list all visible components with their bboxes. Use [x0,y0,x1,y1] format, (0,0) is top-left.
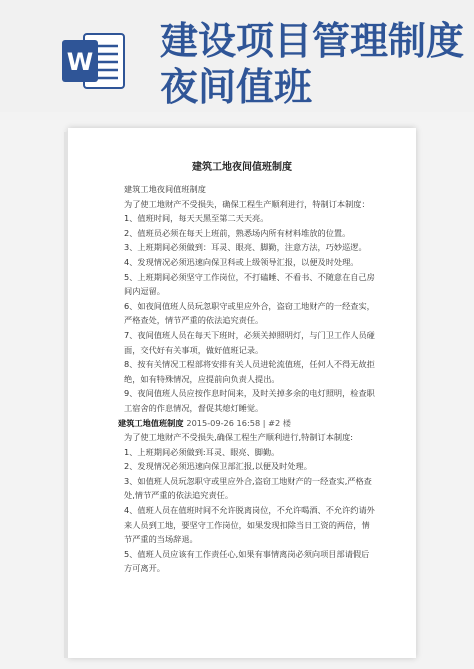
paragraph: 5、上班期间必须坚守工作岗位，不打磕睡、不看书、不随意在自己房间内逗留。 [124,271,375,297]
word-document-icon [62,30,126,92]
paragraph: 1、上班期间必须做到:耳灵、眼亮、脚勤。 [124,446,280,457]
paragraph: 3、上班期间必须做到：耳灵、眼亮、脚勤，注意方法，巧妙巡逻。 [124,242,367,253]
paragraph: 为了使工地财产不受损失,确保工程生产顺利进行,特制订本制度: [124,432,354,443]
paragraph: 9、夜间值班人员应按作息时间来，及时关掉多余的电灯照明，检查职工宿舍的作息情况，督促其熄灯睡觉。 [124,388,375,413]
header-title-line1: 建设项目管理制度 [160,19,465,63]
svg-text:W: W [66,48,94,76]
sub-heading-title: 建筑工地值班制度 [118,417,184,428]
sub-heading-meta: 2015-09-26 16:58 | #2 楼 [186,417,291,428]
paragraph: 8、按有关情况工程部将安排有关人员进轮流值班，任何人不得无故拒绝，如有特殊情况，应提前向负责人提出。 [124,359,375,384]
paragraph: 4、发现情况必须迅速向保卫科或上级领导汇报，以便及时处理。 [124,256,359,267]
paragraph: 5、值班人员应该有工作责任心,如果有事情离岗必须向项目部请假后方可离开。 [124,548,370,574]
document-body [108,182,376,576]
page-fade [68,616,416,658]
document-page [68,128,416,658]
header-banner [0,0,474,112]
paragraph: 4、值班人员在值班时间不允许脱离岗位，不允许喝酒、不允许约请外来人员到工地，要坚守工作岗位，如果发现扣除当日工资的两倍，情节严重的当场辞退。 [124,505,375,545]
paragraph: 2、发现情况必须迅速向保卫部汇报,以便及时处理。 [124,461,312,472]
sub-heading [108,416,376,431]
paragraph: 3、如值班人员玩忽职守或里应外合,盗窃工地财产的一经查实,严格查处,情节严重的依法追究责任。 [124,475,372,501]
document-title: 建筑工地夜间值班制度 [192,162,292,173]
header-title [160,18,464,110]
paragraph: 7、夜间值班人员在每天下班时，必须关掉照明灯，与门卫工作人员碰面，交代好有关事项，做好值班记录。 [124,329,375,355]
paragraph: 建筑工地夜间值班制度 [124,184,206,194]
paragraph: 为了使工地财产不受损失，确保工程生产顺利进行，特制订本制度： [124,198,370,209]
header-title-line2: 夜间值班 [160,65,313,109]
paragraph: 1、值班时间，每天天黑至第二天天亮。 [124,213,269,224]
paragraph: 6、如夜间值班人员玩忽职守或里应外合，盗窃工地财产的一经查实，严格查处，情节严重的依法追究责任。 [124,300,375,326]
paragraph: 2、值班员必须在每天上班前，熟悉场内所有材料堆放的位置。 [124,227,351,238]
